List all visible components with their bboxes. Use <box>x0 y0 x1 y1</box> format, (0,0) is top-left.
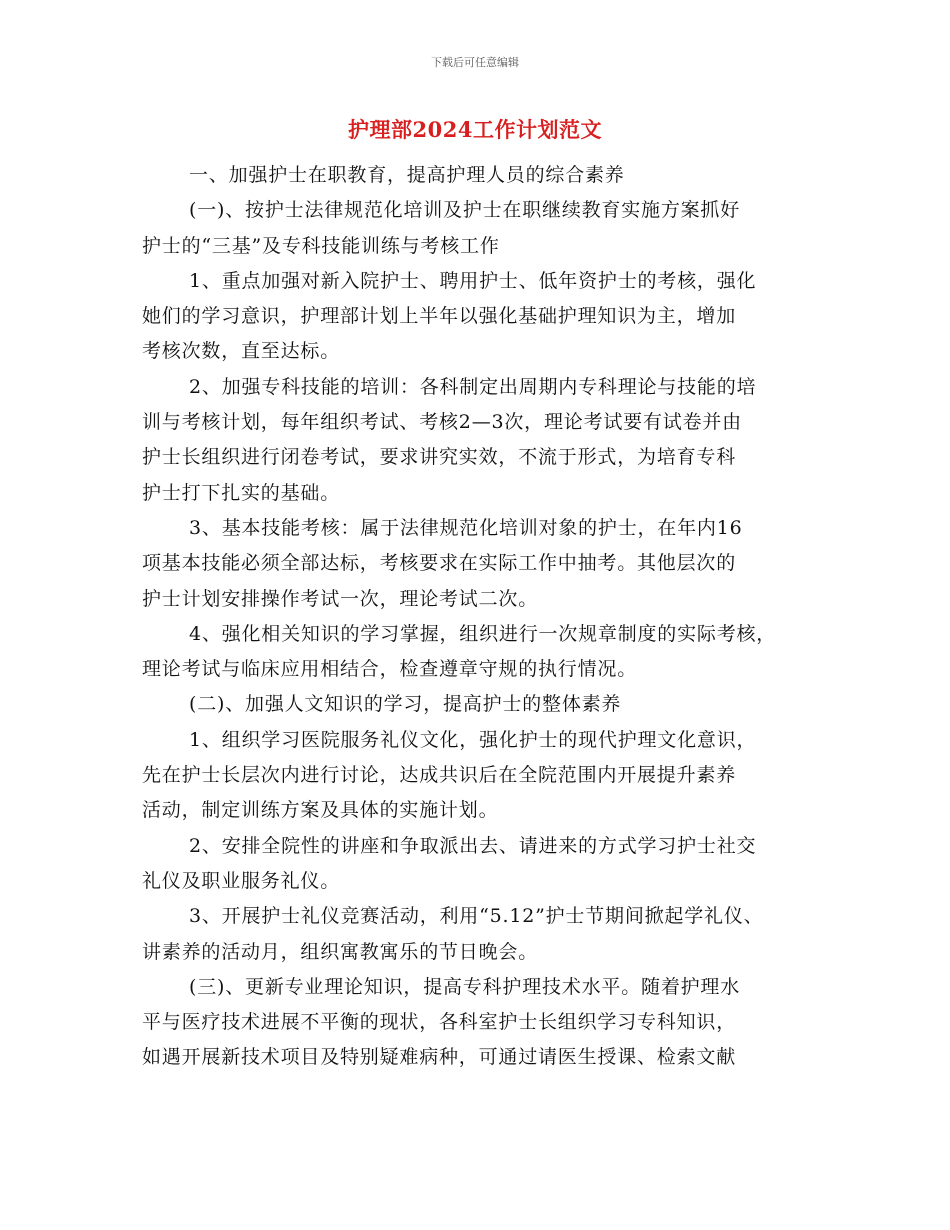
text-line: 先在护士长层次内进行讨论，达成共识后在全院范围内开展提升素养 <box>142 764 737 787</box>
text-line: 理论考试与临床应用相结合，检查遵章守规的执行情况。 <box>142 658 638 681</box>
paragraph-s1-1 <box>142 193 832 264</box>
text-line: 活动，制定训练方案及具体的实施计划。 <box>142 799 499 822</box>
text-line: 3、基本技能考核：属于法律规范化培训对象的护士，在年内16 <box>189 516 743 539</box>
text-line: 2、加强专科技能的培训：各科制定出周期内专科理论与技能的培 <box>189 375 757 398</box>
text-line: 她们的学习意识，护理部计划上半年以强化基础护理知识为主，增加 <box>142 305 737 328</box>
text-line: 1、组织学习医院服务礼仪文化，强化护士的现代护理文化意识， <box>189 728 757 751</box>
text-line: 项基本技能必须全部达标，考核要求在实际工作中抽考。其他层次的 <box>142 552 737 575</box>
paragraph-p1 <box>142 264 832 370</box>
document-title: 护理部2024工作计划范文 <box>348 117 602 142</box>
text-line: (一)、按护士法律规范化培训及护士在职继续教育实施方案抓好 <box>189 199 741 222</box>
text-line: (三)、更新专业理论知识，提高专科护理技术水平。随着护理水 <box>189 975 741 998</box>
text-line: 平与医疗技术进展不平衡的现状，各科室护士长组织学习专科知识， <box>142 1011 737 1034</box>
text-line: 护士的“三基”及专科技能训练与考核工作 <box>142 234 500 257</box>
text-line: 考核次数，直至达标。 <box>142 340 341 363</box>
paragraph-p4 <box>142 617 832 688</box>
document-body <box>142 158 832 1076</box>
paragraph-p5 <box>142 723 832 829</box>
paragraph-p2 <box>142 370 832 511</box>
paragraph-p3 <box>142 511 832 617</box>
paragraph-s1 <box>142 158 832 193</box>
text-line: 3、开展护士礼仪竞赛活动，利用“5.12”护士节期间掀起学礼仪、 <box>189 905 764 928</box>
text-line: (二)、加强人文知识的学习，提高护士的整体素养 <box>189 693 622 716</box>
text-line: 2、安排全院性的讲座和争取派出去、请进来的方式学习护士社交 <box>189 834 757 857</box>
text-line: 如遇开展新技术项目及特别疑难病种，可通过请医生授课、检索文献 <box>142 1046 737 1069</box>
header-note: 下载后可任意编辑 <box>431 56 519 69</box>
text-line: 讲素养的活动月，组织寓教寓乐的节日晚会。 <box>142 940 539 963</box>
paragraph-s1-2 <box>142 687 832 722</box>
text-line: 礼仪及职业服务礼仪。 <box>142 869 341 892</box>
text-line: 护士打下扎实的基础。 <box>142 481 341 504</box>
text-line: 一、加强护士在职教育，提高护理人员的综合素养 <box>189 164 625 186</box>
text-line: 护士计划安排操作考试一次，理论考试二次。 <box>142 587 539 610</box>
text-line: 护士长组织进行闭卷考试，要求讲究实效，不流于形式，为培育专科 <box>142 446 737 469</box>
paragraph-s1-3 <box>142 970 832 1076</box>
text-line: 训与考核计划，每年组织考试、考核2—3次，理论考试要有试卷并由 <box>142 411 742 434</box>
paragraph-p6 <box>142 829 832 900</box>
text-line: 1、重点加强对新入院护士、聘用护士、低年资护士的考核，强化 <box>189 269 757 292</box>
text-line: 4、强化相关知识的学习掌握，组织进行一次规章制度的实际考核， <box>189 622 777 645</box>
paragraph-p7 <box>142 899 832 970</box>
